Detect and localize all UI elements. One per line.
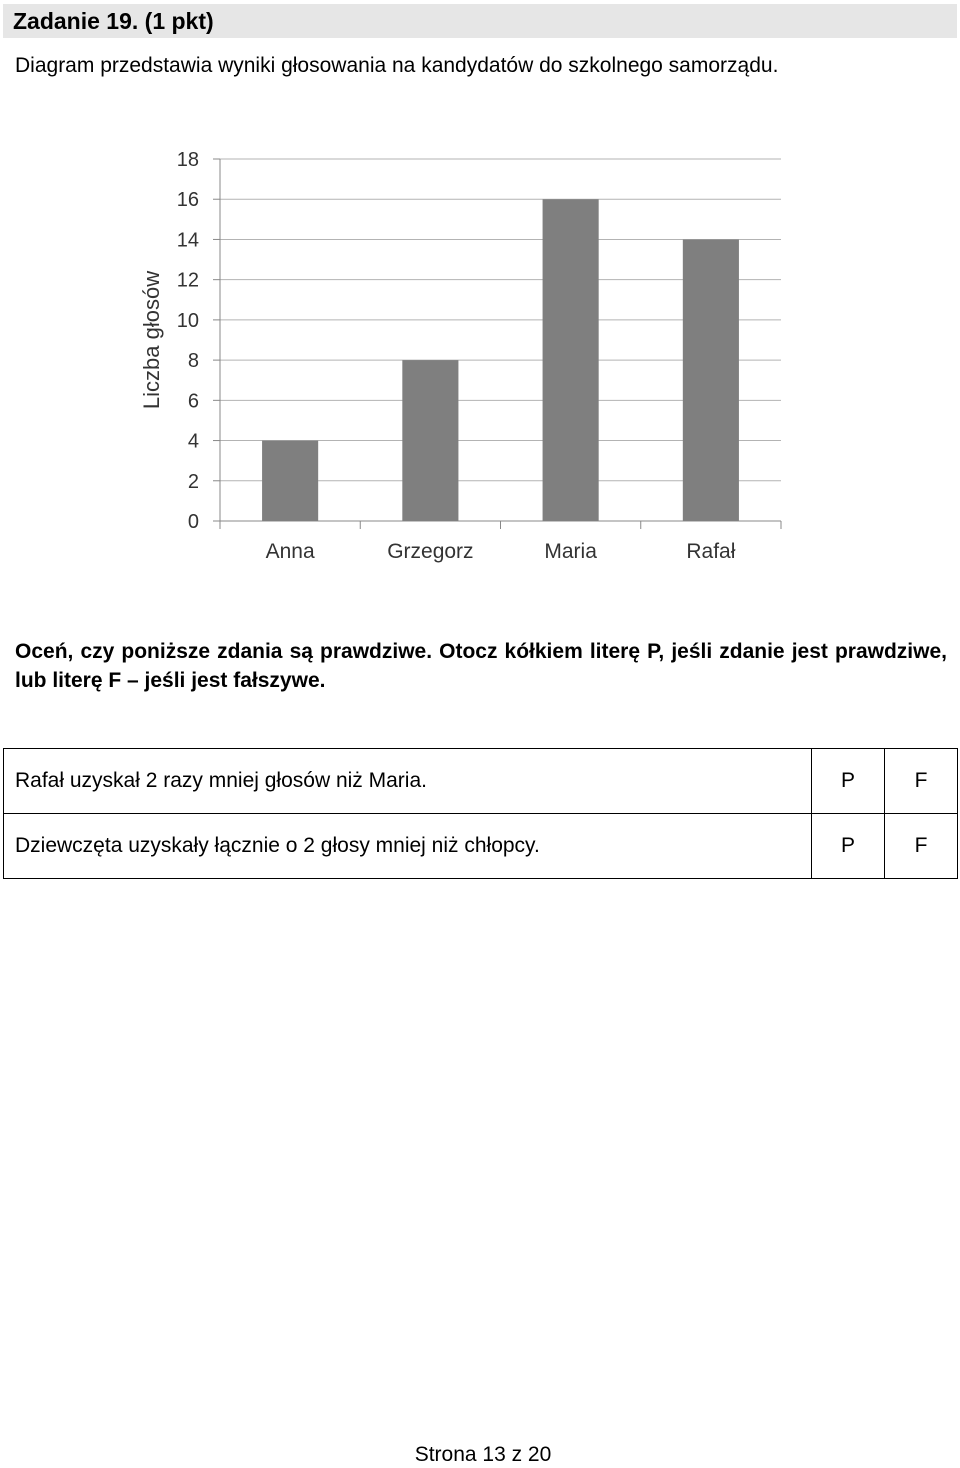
table-row	[4, 749, 958, 814]
table-row	[4, 814, 958, 879]
statement-1: Rafał uzyskał 2 razy mniej głosów niż Maria.	[4, 749, 812, 814]
option-f-1[interactable]: F	[885, 749, 958, 814]
task-title: Zadanie 19. (1 pkt)	[13, 8, 214, 34]
y-axis-label: Liczba głosów	[139, 270, 164, 410]
y-tick-label: 8	[187, 350, 199, 373]
y-tick-label: 16	[176, 189, 199, 212]
bar-chart	[0, 0, 960, 600]
bar-maria	[543, 199, 599, 521]
option-p-2[interactable]: P	[812, 814, 885, 879]
option-f-2[interactable]: F	[885, 814, 958, 879]
instruction-text: Oceń, czy poniższe zdania są prawdziwe. Otocz kółkiem literę P, jeśli zdanie jest prawdziwe, lub literę F – jeśli jest fałszywe.	[15, 640, 947, 692]
statement-2: Dziewczęta uzyskały łącznie o 2 głosy mniej niż chłopcy.	[4, 814, 812, 879]
y-tick-label: 6	[187, 390, 199, 413]
bar-rafał	[683, 239, 739, 521]
y-tick-label: 0	[187, 511, 199, 533]
true-false-table	[3, 748, 958, 879]
intro-text: Diagram przedstawia wyniki głosowania na kandydatów do szkolnego samorządu.	[15, 54, 779, 77]
x-tick-label: Grzegorz	[387, 540, 474, 563]
x-tick-label: Anna	[265, 540, 315, 563]
page-number: Strona 13 z 20	[414, 1443, 552, 1466]
bar-anna	[262, 441, 318, 521]
option-p-1[interactable]: P	[812, 749, 885, 814]
x-tick-label: Rafał	[686, 540, 736, 563]
x-tick-label: Maria	[544, 540, 597, 563]
y-tick-label: 12	[176, 269, 199, 292]
y-tick-label: 14	[176, 229, 199, 252]
y-tick-label: 10	[176, 309, 199, 332]
bar-grzegorz	[402, 360, 458, 521]
y-tick-label: 18	[176, 149, 199, 171]
y-tick-label: 4	[187, 430, 199, 453]
y-tick-label: 2	[187, 470, 199, 493]
